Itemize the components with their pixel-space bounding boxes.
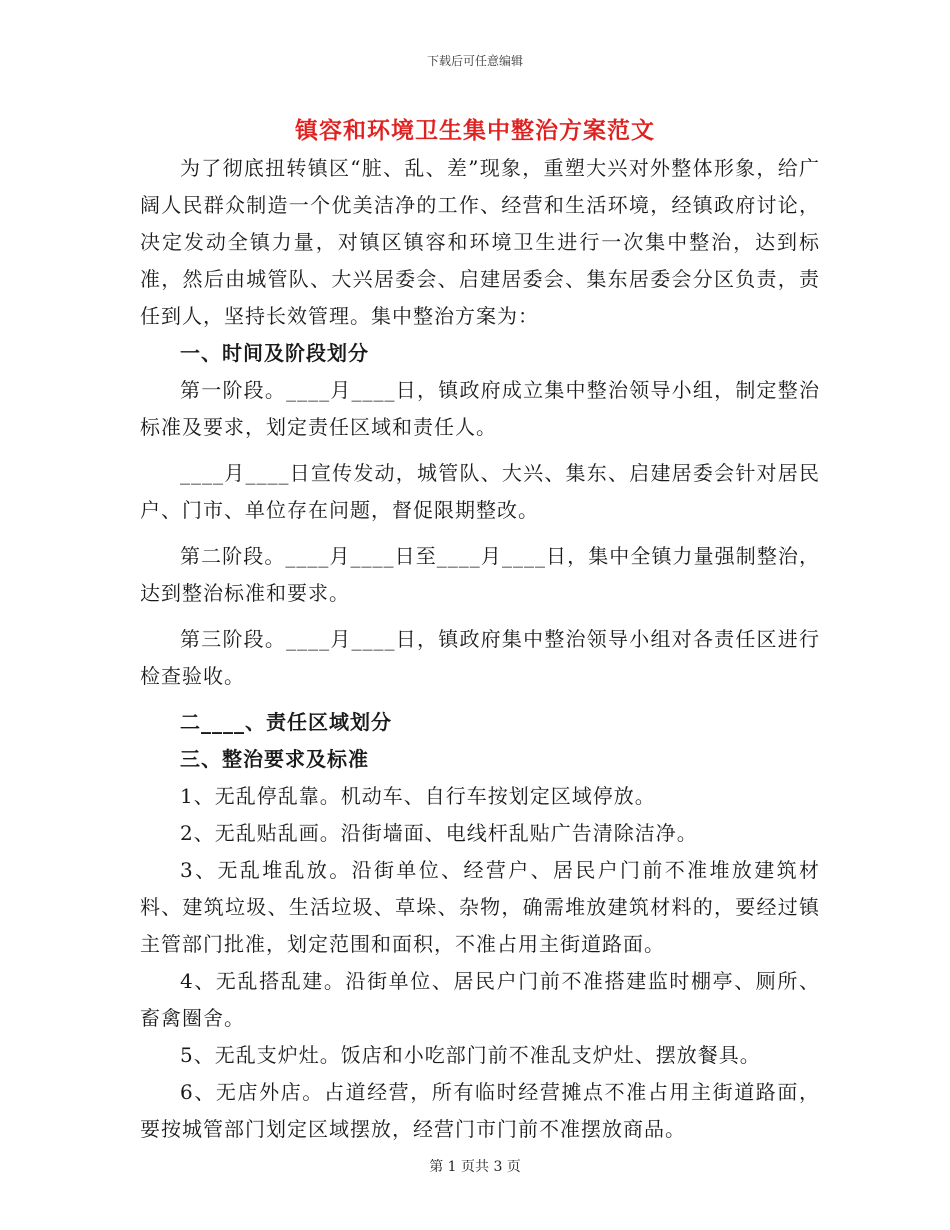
body-paragraph: 第二阶段。____月____日至____月____日，集中全镇力量强制整治，达到整治标准和要求。 [140, 544, 820, 605]
list-item: 6、无店外店。占道经营，所有临时经营摊点不准占用主街道路面，要按城管部门划定区域摆放，经营门市门前不准摆放商品。 [140, 1080, 820, 1141]
body-paragraph: ____月____日宣传发动，城管队、大兴、集东、启建居委会针对居民户、门市、单位存在问题，督促限期整改。 [140, 461, 820, 522]
list-item: 1、无乱停乱靠。机动车、自行车按划定区域停放。 [180, 784, 656, 808]
list-item: 5、无乱支炉灶。饭店和小吃部门前不准乱支炉灶、摆放餐具。 [180, 1043, 761, 1067]
list-item: 3、无乱堆乱放。沿街单位、经营户、居民户门前不准堆放建筑材料、建筑垃圾、生活垃圾、草垛、杂物，确需堆放建筑材料的，要经过镇主管部门批准，划定范围和面积，不准占用主街道路面。 [140, 858, 820, 956]
body-paragraph: 第三阶段。____月____日，镇政府集中整治领导小组对各责任区进行检查验收。 [140, 627, 820, 688]
list-item: 4、无乱搭乱建。沿街单位、居民户门前不准搭建监时棚亭、厕所、畜禽圈舍。 [140, 969, 820, 1030]
list-item: 2、无乱贴乱画。沿街墙面、电线杆乱贴广告清除洁净。 [180, 821, 698, 845]
document-body [140, 150, 820, 1148]
section-heading-1: 一、时间及阶段划分 [180, 341, 369, 365]
page-footer: 第 1 页共 3 页 [429, 1159, 521, 1175]
section-heading-2: 二____、责任区域划分 [180, 710, 392, 734]
document-title: 镇容和环境卫生集中整治方案范文 [295, 118, 655, 144]
body-paragraph: 第一阶段。____月____日，镇政府成立集中整治领导小组，制定整治标准及要求，划定责任区域和责任人。 [140, 378, 820, 439]
intro-paragraph: 为了彻底扭转镇区“脏、乱、差”现象，重塑大兴对外整体形象，给广阔人民群众制造一个优美洁净的工作、经营和生活环境，经镇政府讨论，决定发动全镇力量，对镇区镇容和环境卫生进行一次集中整治，达到标准，然后由城管队、大兴居委会、启建居委会、集东居委会分区负责，责任到人，坚持长效管理。集中整治方案为： [140, 156, 820, 328]
page-header: 下载后可任意编辑 [426, 54, 523, 68]
section-heading-3: 三、整治要求及标准 [180, 747, 369, 771]
